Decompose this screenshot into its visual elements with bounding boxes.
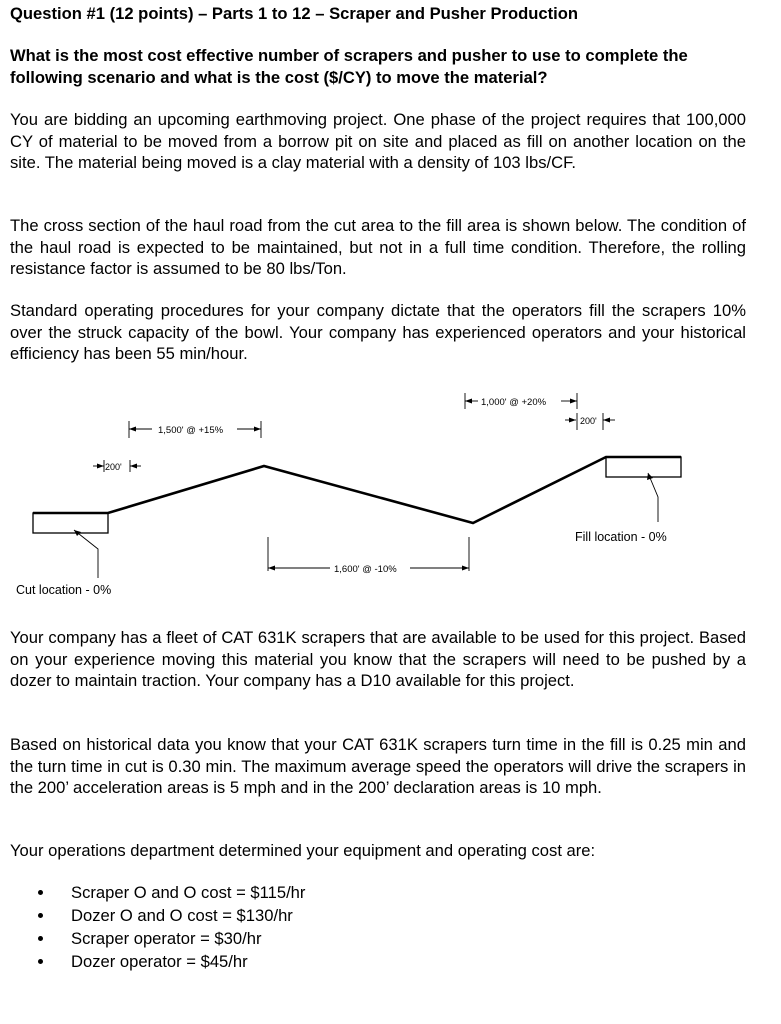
dim-up20-label: 1,000' @ +20% xyxy=(481,397,547,408)
question-prompt: What is the most cost effective number of scrapers and pusher to use to complete the following scenario and what is the cost ($/CY) to move the material? xyxy=(10,46,688,87)
paragraph-historical: Based on historical data you know that your CAT 631K scrapers turn time in the fill is 0.25 min and the turn time in cut is 0.30 min. The maximum average speed the operators will drive the scrapers in the 200’ acceleration areas is 5 mph and in the 200’ declaration areas is 10 mph. xyxy=(10,735,746,797)
haul-road-diagram xyxy=(0,370,781,610)
bullet-icon xyxy=(38,936,43,941)
dim-down10-label: 1,600' @ -10% xyxy=(334,564,397,575)
bullet-icon xyxy=(38,890,43,895)
cost-item-label: Dozer operator = $45/hr xyxy=(71,952,248,971)
fill-leader xyxy=(648,473,658,522)
paragraph-procedures: Standard operating procedures for your company dictate that the operators fill the scrapers 10% over the struck capacity of the bowl. Your company has experienced operators and your historical efficiency has been 55 min/hour. xyxy=(10,301,746,363)
cost-list xyxy=(38,881,305,973)
dim-decel-label: 200' xyxy=(580,416,597,426)
cost-item-label: Scraper operator = $30/hr xyxy=(71,929,262,948)
cost-item-label: Scraper O and O cost = $115/hr xyxy=(71,883,306,902)
list-item xyxy=(38,904,305,927)
paragraph-fleet: Your company has a fleet of CAT 631K scrapers that are available to be used for this project. Based on your experience moving this material you know that the scrapers will need to be pushed by a dozer to maintain traction. Your company has a D10 available for this project. xyxy=(10,628,746,690)
paragraph-haul-road: The cross section of the haul road from the cut area to the fill area is shown below. The condition of the haul road is expected to be maintained, but not in a full time condition. Therefore, the rolling resistance factor is assumed to be 80 lbs/Ton. xyxy=(10,216,746,278)
bullet-icon xyxy=(38,913,43,918)
cut-leader xyxy=(74,530,98,578)
cut-pad xyxy=(33,513,108,533)
fill-location-label: Fill location - 0% xyxy=(575,530,667,544)
paragraph-intro: You are bidding an upcoming earthmoving project. One phase of the project requires that 100,000 CY of material to be moved from a borrow pit on site and placed as fill on another location on the site. The material being moved is a clay material with a density of 103 lbs/CF. xyxy=(10,110,746,172)
list-item xyxy=(38,927,305,950)
bullet-icon xyxy=(38,959,43,964)
dim-accel-label: 200' xyxy=(105,462,122,472)
list-item xyxy=(38,950,305,973)
fill-pad xyxy=(606,457,681,477)
cut-location-label: Cut location - 0% xyxy=(16,583,112,597)
cost-item-label: Dozer O and O cost = $130/hr xyxy=(71,906,293,925)
paragraph-costs-intro: Your operations department determined your equipment and operating cost are: xyxy=(10,841,596,860)
question-title: Question #1 (12 points) – Parts 1 to 12 – Scraper and Pusher Production xyxy=(10,4,579,23)
list-item xyxy=(38,881,305,904)
dim-up15-label: 1,500' @ +15% xyxy=(158,425,224,436)
